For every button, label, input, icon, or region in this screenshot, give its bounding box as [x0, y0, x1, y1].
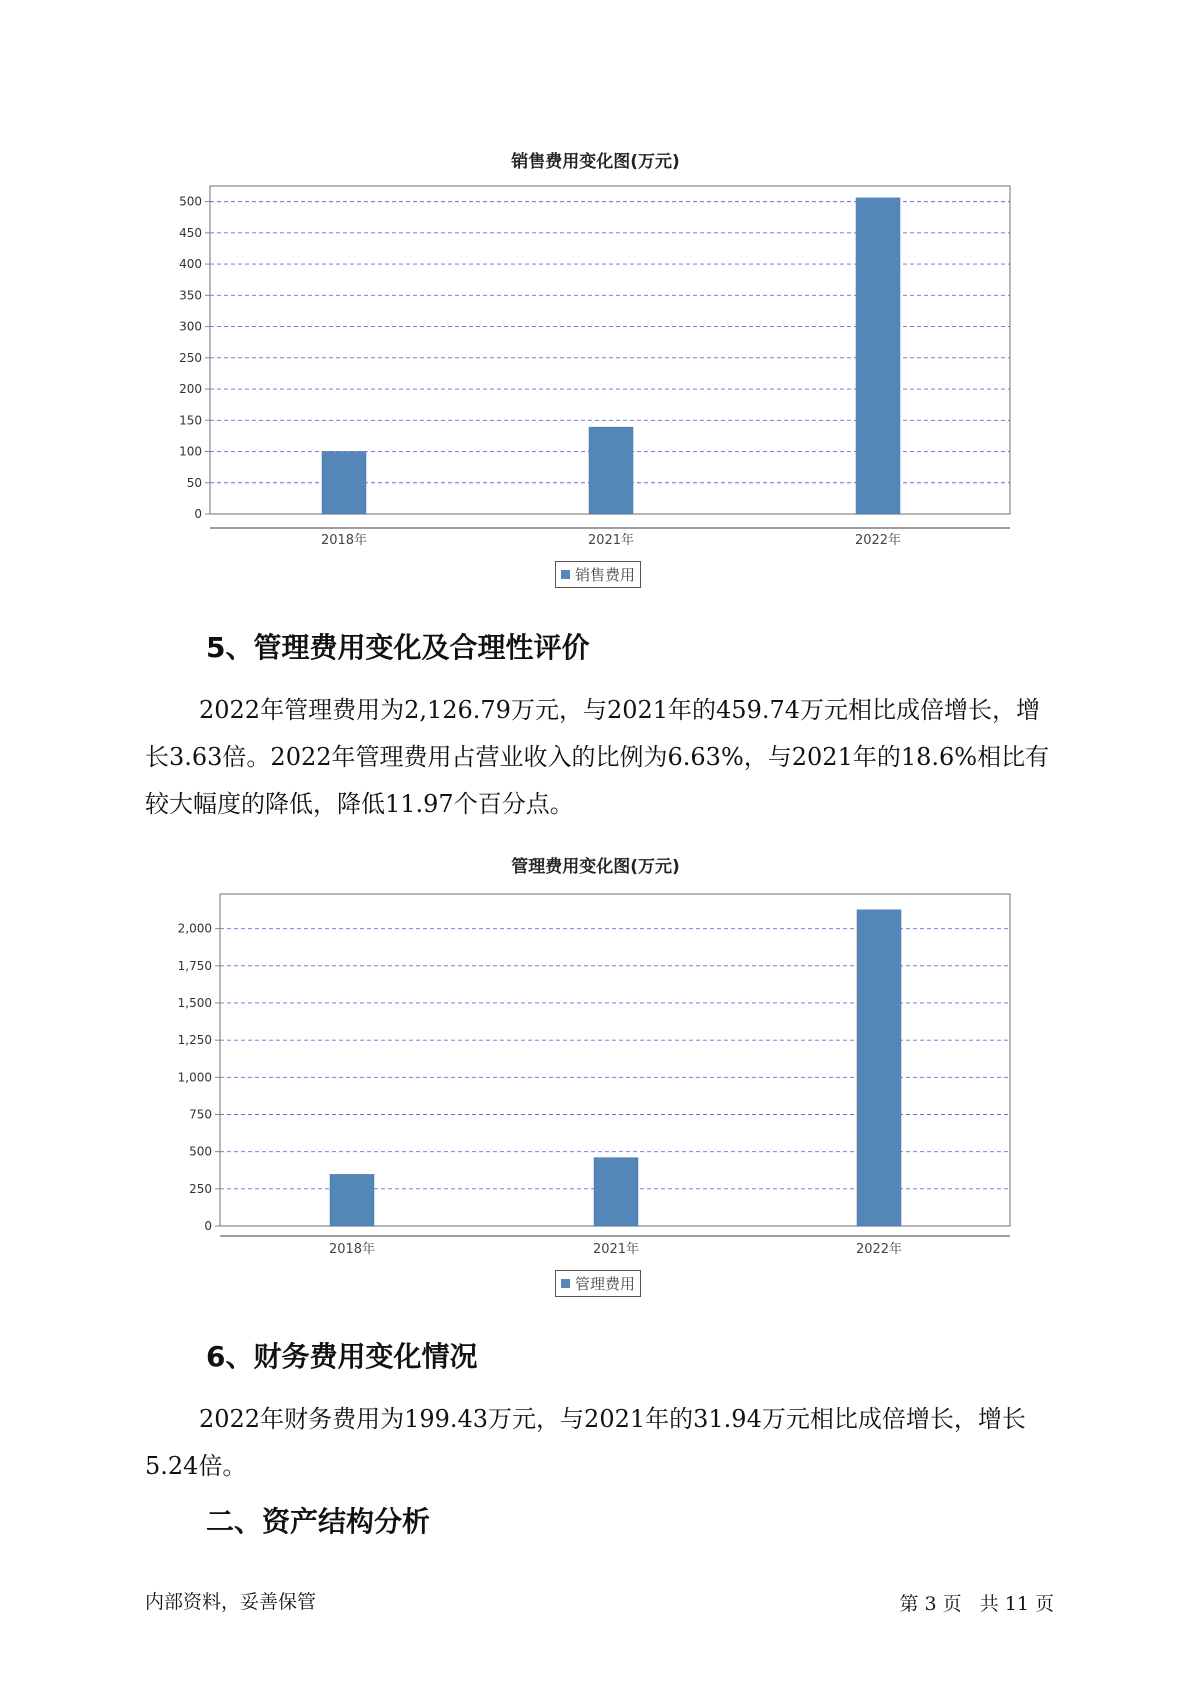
- section-6-heading: 6、财务费用变化情况: [206, 1340, 478, 1373]
- y-tick-label: 250: [179, 350, 202, 365]
- y-tick-label: 500: [189, 1144, 212, 1159]
- section-5-paragraph: 2022年管理费用为2,126.79万元，与2021年的459.74万元相比成倍增长，增长3.63倍。2022年管理费用占营业收入的比例为6.63%，与2021年的18.6%相比有较大幅度的降低，降低11.97个百分点。: [145, 696, 1050, 818]
- legend-swatch: [561, 1279, 570, 1288]
- chart-title-sales-expense: 销售费用变化图(万元): [511, 152, 680, 172]
- bar-2018年: [330, 1174, 374, 1226]
- legend-label: 管理费用: [575, 1275, 636, 1293]
- y-tick-label: 0: [194, 507, 202, 521]
- legend-label: 销售费用: [575, 566, 636, 584]
- x-tick-label: 2022年: [854, 533, 902, 548]
- x-tick-label: 2021年: [592, 1242, 640, 1257]
- x-tick-label: 2018年: [320, 533, 368, 548]
- bar-2021年: [594, 1158, 638, 1226]
- bar-2022年: [857, 910, 901, 1226]
- part-2-heading: 二、资产结构分析: [206, 1505, 431, 1538]
- y-tick-label: 300: [179, 319, 202, 334]
- y-tick-label: 1,750: [177, 958, 212, 973]
- y-tick-label: 500: [179, 194, 202, 209]
- y-tick-label: 1,000: [177, 1070, 212, 1085]
- y-tick-label: 750: [189, 1107, 212, 1122]
- y-tick-label: 100: [179, 444, 202, 459]
- x-tick-label: 2018年: [328, 1242, 376, 1257]
- footer-confidential-note: 内部资料，妥善保管: [145, 1591, 317, 1613]
- chart-legend-admin: [555, 1270, 641, 1297]
- y-tick-label: 150: [179, 413, 202, 428]
- section-5-heading: 5、管理费用变化及合理性评价: [206, 631, 590, 664]
- y-tick-label: 200: [179, 382, 202, 397]
- y-tick-label: 1,250: [177, 1033, 212, 1048]
- section-6-paragraph: 2022年财务费用为199.43万元，与2021年的31.94万元相比成倍增长，增长5.24倍。: [145, 1405, 1026, 1480]
- footer-page-number: 第 3 页 共 11 页: [899, 1593, 1054, 1615]
- y-tick-label: 400: [179, 257, 202, 272]
- y-tick-label: 50: [186, 475, 202, 490]
- y-tick-label: 0: [204, 1219, 212, 1233]
- y-tick-label: 250: [189, 1181, 212, 1196]
- y-tick-label: 1,500: [177, 995, 212, 1010]
- y-tick-label: 350: [179, 288, 202, 303]
- y-tick-label: 2,000: [177, 921, 212, 936]
- x-tick-label: 2021年: [587, 533, 635, 548]
- chart-title-admin-expense: 管理费用变化图(万元): [511, 857, 680, 877]
- x-tick-label: 2022年: [855, 1242, 903, 1257]
- y-tick-label: 450: [179, 225, 202, 240]
